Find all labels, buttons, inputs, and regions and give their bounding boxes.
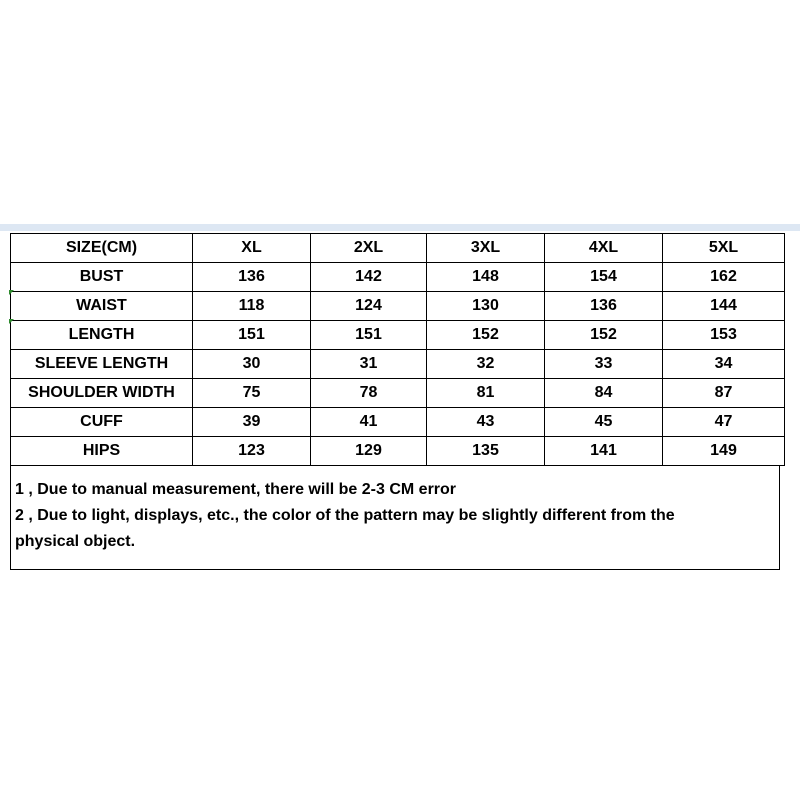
- table-row: [11, 321, 785, 350]
- row-label-sleeve-length: SLEEVE LENGTH: [11, 350, 193, 379]
- header-cell-2xl: 2XL: [311, 234, 427, 263]
- row-label-length: [11, 321, 193, 350]
- header-cell-3xl: 3XL: [427, 234, 545, 263]
- table-cell: 81: [427, 379, 545, 408]
- cell-marker: [9, 319, 14, 324]
- row-label-shoulder-width: SHOULDER WIDTH: [11, 379, 193, 408]
- row-label-waist: [11, 292, 193, 321]
- table-cell: 129: [311, 437, 427, 466]
- table-cell: 123: [193, 437, 311, 466]
- table-cell: 135: [427, 437, 545, 466]
- row-label-text: LENGTH: [68, 326, 135, 343]
- table-cell: 78: [311, 379, 427, 408]
- note-line-2: 2 , Due to light, displays, etc., the color of the pattern may be slightly different from the: [15, 507, 675, 524]
- table-cell: 151: [311, 321, 427, 350]
- table-row: [11, 292, 785, 321]
- table-cell: 41: [311, 408, 427, 437]
- table-row: [11, 263, 785, 292]
- table-cell: 33: [545, 350, 663, 379]
- note-line-3: physical object.: [15, 533, 136, 550]
- table-cell: 45: [545, 408, 663, 437]
- row-label-hips: HIPS: [11, 437, 193, 466]
- table-cell: 30: [193, 350, 311, 379]
- header-cell-size: SIZE(CM): [11, 234, 193, 263]
- notes-box: [10, 465, 780, 570]
- table-cell: 148: [427, 263, 545, 292]
- table-row: [11, 437, 785, 466]
- header-cell-xl: XL: [193, 234, 311, 263]
- table-cell: 152: [545, 321, 663, 350]
- table-cell: 153: [663, 321, 785, 350]
- table-cell: 136: [545, 292, 663, 321]
- header-cell-4xl: 4XL: [545, 234, 663, 263]
- row-label-text: WAIST: [76, 297, 127, 314]
- header-cell-5xl: 5XL: [663, 234, 785, 263]
- table-cell: 136: [193, 263, 311, 292]
- header-row: [11, 234, 785, 263]
- table-row: [11, 379, 785, 408]
- table-cell: 130: [427, 292, 545, 321]
- table-cell: 31: [311, 350, 427, 379]
- table-cell: 144: [663, 292, 785, 321]
- table-cell: 39: [193, 408, 311, 437]
- cell-marker: [9, 290, 14, 295]
- table-cell: 47: [663, 408, 785, 437]
- table-row: [11, 408, 785, 437]
- table-cell: 152: [427, 321, 545, 350]
- table-cell: 141: [545, 437, 663, 466]
- table-cell: 32: [427, 350, 545, 379]
- table-cell: 151: [193, 321, 311, 350]
- table-cell: 34: [663, 350, 785, 379]
- row-label-bust: BUST: [11, 263, 193, 292]
- table-cell: 149: [663, 437, 785, 466]
- table-cell: 154: [545, 263, 663, 292]
- table-cell: 142: [311, 263, 427, 292]
- table-cell: 75: [193, 379, 311, 408]
- size-chart-table: [10, 233, 785, 466]
- row-label-cuff: CUFF: [11, 408, 193, 437]
- table-cell: 162: [663, 263, 785, 292]
- top-strip: [0, 224, 800, 231]
- table-cell: 124: [311, 292, 427, 321]
- note-line-1: 1 , Due to manual measurement, there will be 2-3 CM error: [15, 481, 457, 498]
- table-cell: 43: [427, 408, 545, 437]
- table-cell: 87: [663, 379, 785, 408]
- table-cell: 118: [193, 292, 311, 321]
- table-cell: 84: [545, 379, 663, 408]
- table-row: [11, 350, 785, 379]
